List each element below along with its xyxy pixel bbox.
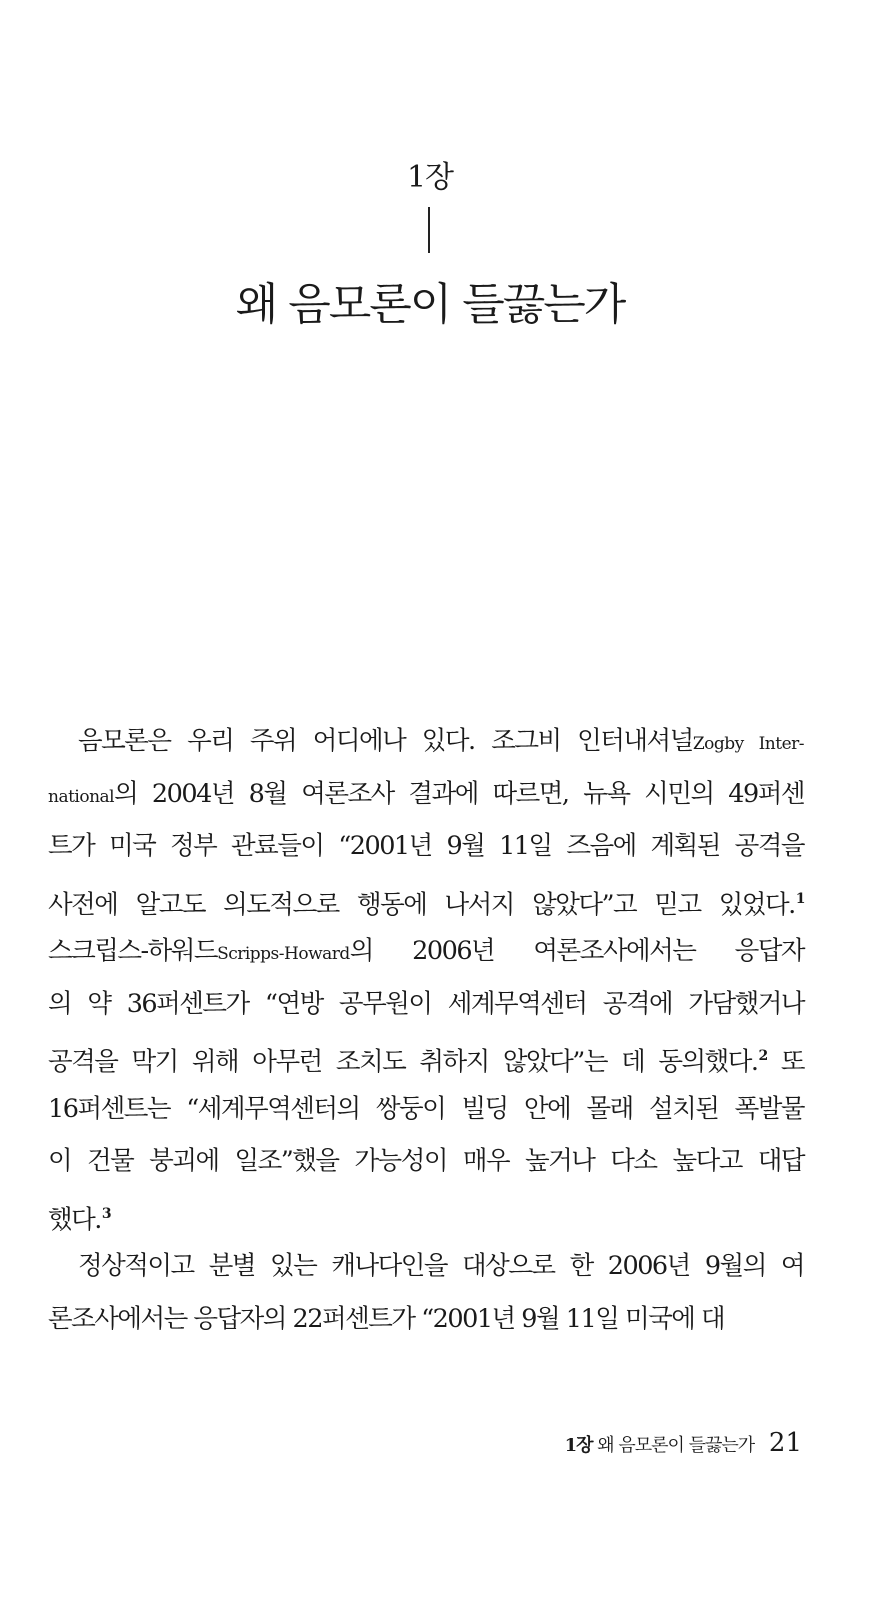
text-line: 스크립스-하워드Scripps-Howard의 2006년 여론조사에서는 응답자 [48, 936, 804, 966]
text-line: 정상적이고 분별 있는 캐나다인을 대상으로 한 2006년 9월의 여 [78, 1251, 804, 1281]
chapter-title: 왜 음모론이 들끓는가 [235, 279, 625, 330]
paragraph [48, 1240, 804, 1345]
english-term: national [48, 786, 115, 807]
text-line: national의 2004년 8월 여론조사 결과에 따르면, 뉴욕 시민의 49퍼센 [48, 778, 804, 809]
text-line: 했다.$^3$ [48, 1204, 111, 1235]
chapter-label: 1장 [406, 160, 454, 195]
english-term: Scripps-Howard [217, 944, 350, 964]
chapter-divider [428, 207, 430, 253]
english-term: Zogby Inter- [692, 734, 804, 754]
footnote-ref[interactable]: 1 [795, 890, 804, 907]
text-line: 이 건물 붕괴에 일조”했을 가능성이 매우 높거나 다소 높다고 대답 [48, 1146, 804, 1176]
footer-chapter-ref: 1장 [564, 1435, 593, 1456]
paragraph [48, 715, 804, 1240]
text-line: 론조사에서는 응답자의 22퍼센트가 “2001년 9월 11일 미국에 대 [48, 1303, 725, 1334]
text-line: 트가 미국 정부 관료들이 “2001년 9월 11일 즈음에 계획된 공격을 [48, 831, 804, 861]
page-number: 21 [768, 1428, 802, 1458]
page-footer [565, 1428, 802, 1458]
text-line: 16퍼센트는 “세계무역센터의 쌍둥이 빌딩 안에 몰래 설치된 폭발물 [48, 1093, 804, 1124]
footnote-ref[interactable]: 3 [101, 1205, 111, 1222]
text-line: 음모론은 우리 주위 어디에나 있다. 조그비 인터내셔널Zogby Inter- [78, 726, 804, 756]
footnote-ref[interactable]: 2 [758, 1048, 767, 1064]
body-text [48, 715, 804, 1345]
footer-title: 왜 음모론이 들끓는가 [597, 1435, 755, 1456]
text-line: 사전에 알고도 의도적으로 행동에 나서지 않았다”고 믿고 있었다.$^1$ [48, 889, 804, 920]
text-line: 의 약 36퍼센트가 “연방 공무원이 세계무역센터 공격에 가담했거나 [48, 988, 804, 1019]
text-line: 공격을 막기 위해 아무런 조치도 취하지 않았다”는 데 동의했다.$^2$ 또 [48, 1047, 804, 1077]
